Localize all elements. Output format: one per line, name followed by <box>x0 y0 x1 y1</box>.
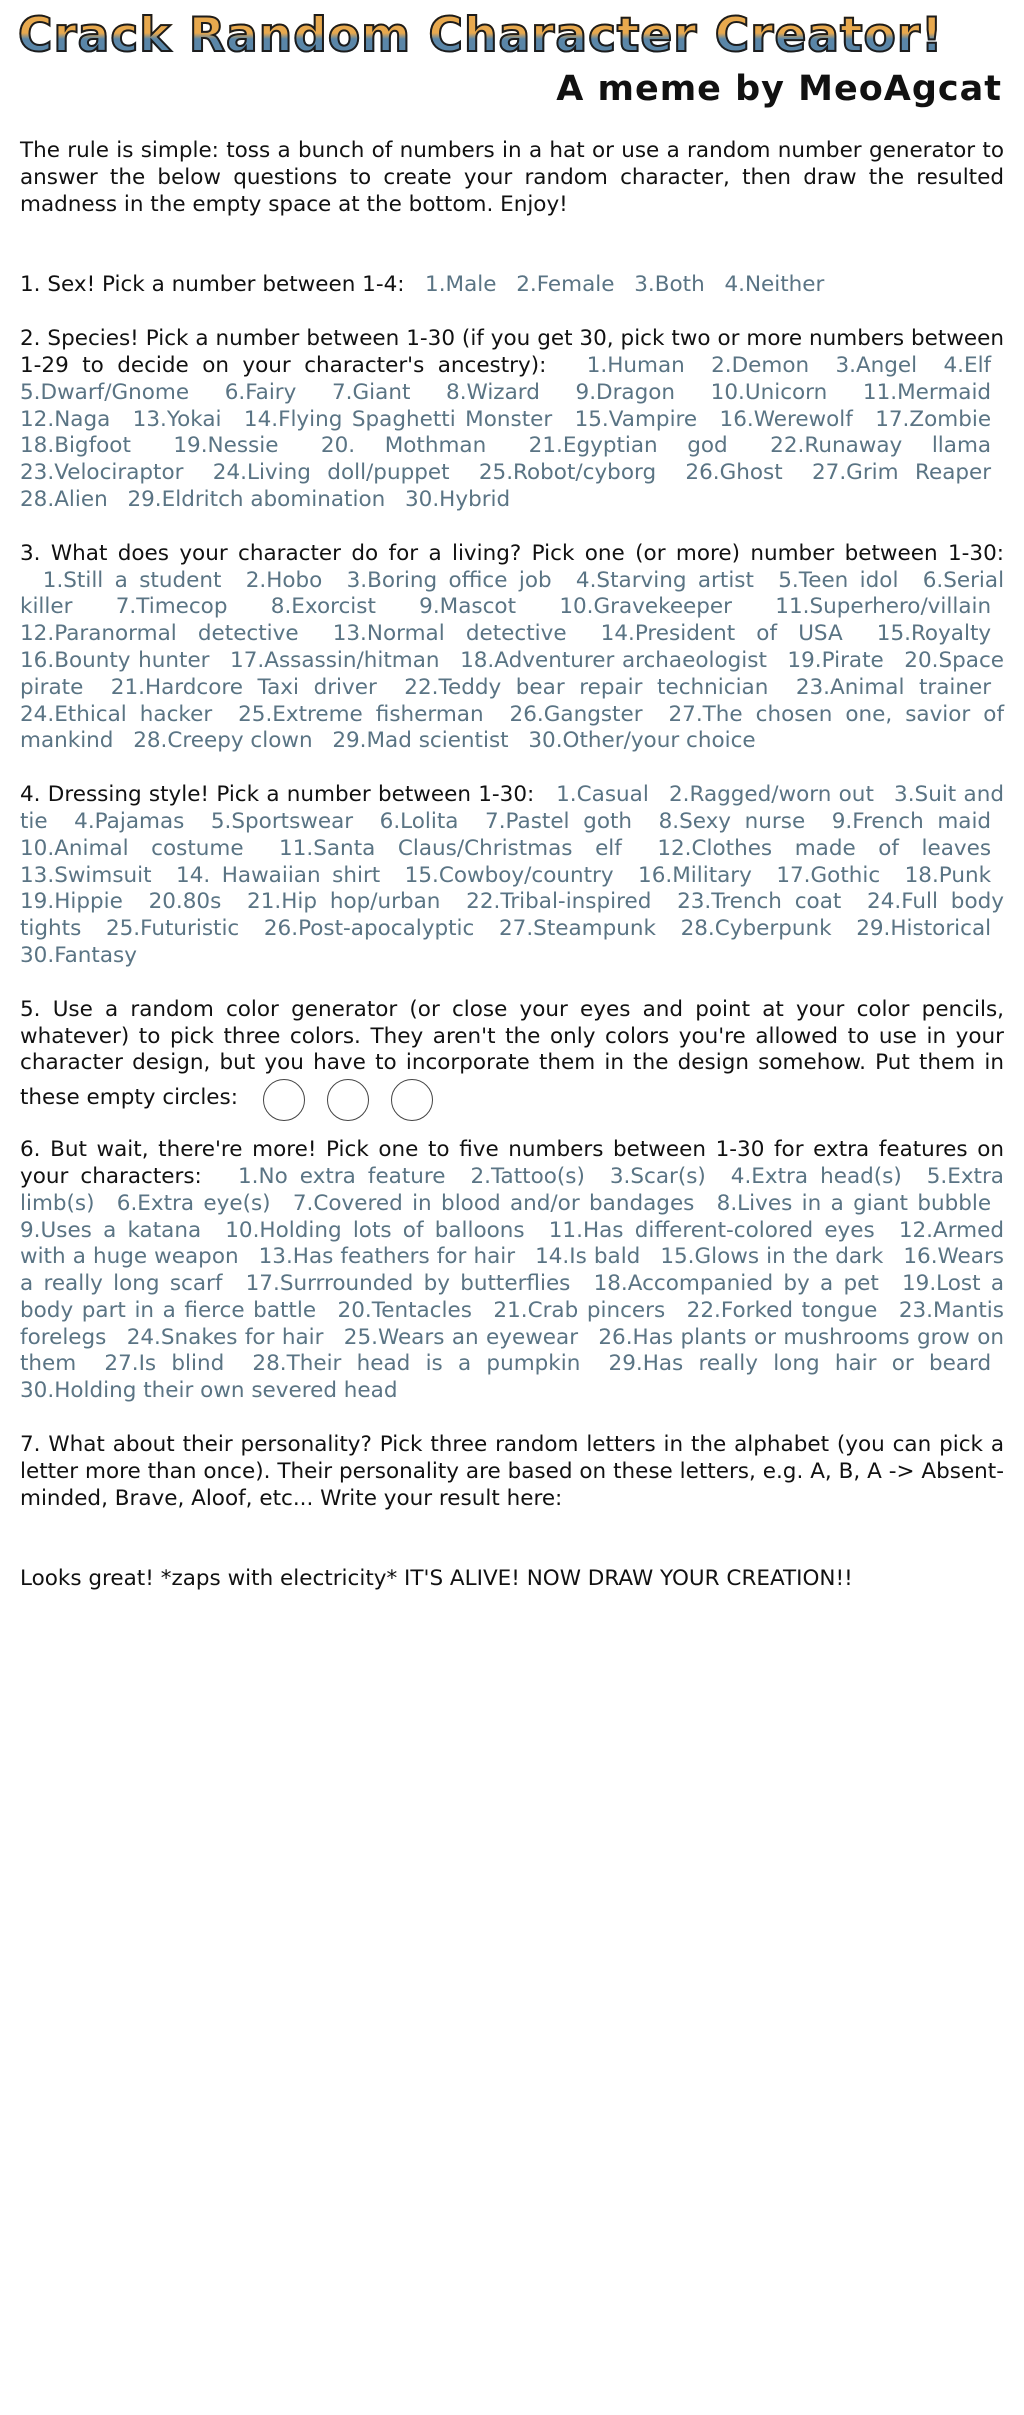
option-item: 22.Forked tongue <box>686 1297 878 1323</box>
option-item: 3.Boring office job <box>346 567 552 593</box>
option-item: 29.Eldritch abomination <box>127 486 386 512</box>
intro-text: The rule is simple: toss a bunch of numbers in a hat or use a random number generator to answer the below questions to create your random character, then draw the resulted madness in the empty space at the bottom. Enjoy! <box>20 138 1004 217</box>
question-6-text: 6. But wait, there're more! Pick one to five numbers between 1-30 for extra features on your characters: <box>20 1137 1004 1189</box>
option-item: 27.Steampunk <box>498 916 656 942</box>
option-item: 8.Wizard <box>446 379 540 405</box>
option-item: 19.Lost a body part in a fierce battle <box>20 1271 1004 1323</box>
option-item: 2.Demon <box>711 352 810 378</box>
question-1-options <box>411 272 824 297</box>
question-2-text: 2. Species! Pick a number between 1-30 (if you get 30, pick two or more numbers between 1-29 to decide on your character's ancestry): <box>20 326 1004 378</box>
question-7-text: 7. What about their personality? Pick three random letters in the alphabet (you can pick a letter more than once). Their personality are based on these letters, e.g. A, B, A -> Absent-minded, Brave, Aloof, etc... Write your result here: <box>20 1432 1004 1511</box>
option-item: 15.Glows in the dark <box>660 1244 884 1270</box>
option-item: 12.Naga <box>20 406 111 432</box>
option-item: 3.Scar(s) <box>609 1163 706 1189</box>
option-item: 20.Tentacles <box>337 1297 472 1323</box>
option-item: 10.Gravekeeper <box>559 594 732 620</box>
option-item: 5.Sportswear <box>210 808 354 834</box>
color-circle-2[interactable] <box>327 1079 369 1121</box>
option-item: 15.Cowboy/country <box>404 862 614 888</box>
option-item: 4.Pajamas <box>74 808 185 834</box>
option-item: 28.Their head is a pumpkin <box>252 1351 581 1377</box>
author-byline: A meme by MeoAgcat <box>556 69 1002 109</box>
option-item: 9.Dragon <box>575 379 676 405</box>
option-item: 29.Mad scientist <box>332 728 509 754</box>
option-item: 12.Paranormal detective <box>20 621 299 647</box>
option-item: 21.Crab pincers <box>493 1297 666 1323</box>
option-item: 29.Historical <box>856 916 992 942</box>
option-item: 23.Trench coat <box>677 889 842 915</box>
option-item: 12.Armed with a huge weapon <box>20 1217 1004 1270</box>
option-item: 10.Animal costume <box>20 835 244 861</box>
option-item: 24.Living doll/puppet <box>212 460 450 486</box>
option-item: 17.Surrrounded by butterflies <box>245 1271 571 1297</box>
option-item: 4.Starving artist <box>575 567 754 593</box>
option-item: 1.Still a student <box>42 567 222 593</box>
option-item: 8.Sexy nurse <box>658 808 806 834</box>
option-item: 7.Timecop <box>115 594 228 620</box>
color-circles <box>263 1079 433 1121</box>
option-item: 25.Futuristic <box>105 916 240 942</box>
option-item: 19.Hippie <box>20 889 123 915</box>
option-item: 30.Other/your choice <box>528 728 756 754</box>
option-item: 25.Robot/cyborg <box>478 460 657 486</box>
option-item: 13.Swimsuit <box>20 862 152 888</box>
color-circle-1[interactable] <box>263 1079 305 1121</box>
option-item: 22.Tribal-inspired <box>466 889 652 915</box>
option-item: 7.Covered in blood and/or bandages <box>292 1190 695 1216</box>
option-item: 30.Hybrid <box>404 486 511 512</box>
option-item: 17.Assassin/hitman <box>230 647 440 673</box>
option-item: 8.Exorcist <box>270 594 376 620</box>
option-item: 21.Hip hop/urban <box>247 889 441 915</box>
option-item: 14.President of USA <box>600 621 843 647</box>
option-item: 25.Wears an eyewear <box>343 1324 579 1350</box>
option-item: 4.Neither <box>724 272 825 298</box>
option-item: 3.Suit and tie <box>20 782 1004 834</box>
option-item: 1.No extra feature <box>238 1163 446 1189</box>
option-item: 17.Gothic <box>776 862 881 888</box>
option-item: 20.80s <box>148 889 222 915</box>
option-item: 11.Has different-colored eyes <box>548 1217 875 1243</box>
option-item: 3.Angel <box>835 352 918 378</box>
option-item: 9.French maid <box>831 808 992 834</box>
option-item: 19.Nessie <box>173 433 279 459</box>
option-item: 2.Female <box>516 272 615 298</box>
option-item: 26.Post-apocalyptic <box>263 916 475 942</box>
question-2 <box>20 326 1004 514</box>
option-item: 1.Casual <box>556 782 649 808</box>
option-item: 18.Bigfoot <box>20 433 131 459</box>
option-item: 27.The chosen one, savior of mankind <box>20 701 1005 754</box>
option-item: 1.Human <box>586 352 685 378</box>
option-item: 15.Vampire <box>574 406 698 432</box>
option-item: 22.Teddy bear repair technician <box>404 674 769 700</box>
color-circle-3[interactable] <box>391 1079 433 1121</box>
option-item: 23.Mantis forelegs <box>20 1297 1004 1350</box>
option-item: 7.Giant <box>332 379 411 405</box>
option-item: 21.Hardcore Taxi driver <box>110 674 377 700</box>
option-item: 12.Clothes made of leaves <box>657 835 992 861</box>
option-item: 23.Animal trainer <box>795 674 992 700</box>
option-item: 2.Tattoo(s) <box>470 1163 585 1189</box>
question-4 <box>20 782 1004 970</box>
question-6 <box>20 1137 1004 1405</box>
option-item: 9.Mascot <box>419 594 517 620</box>
option-item: 16.Werewolf <box>719 406 853 432</box>
option-item: 8.Lives in a giant bubble <box>716 1190 992 1216</box>
option-item: 24.Full body tights <box>20 889 1004 942</box>
option-item: 16.Bounty hunter <box>20 647 210 673</box>
option-item: 27.Grim Reaper <box>811 460 992 486</box>
option-item: 29.Has really long hair or beard <box>608 1351 992 1377</box>
option-item: 4.Elf <box>943 352 992 378</box>
closing-text: Looks great! *zaps with electricity* IT'S ALIVE! NOW DRAW YOUR CREATION!! <box>20 1566 853 1592</box>
option-item: 3.Both <box>634 272 705 298</box>
question-3 <box>20 541 1004 755</box>
option-item: 11.Santa Claus/Christmas elf <box>279 835 622 861</box>
option-item: 9.Uses a katana <box>20 1217 202 1243</box>
page-title: Crack Random Character Creator! <box>18 6 1008 66</box>
option-item: 13.Yokai <box>132 406 222 432</box>
option-item: 18.Accompanied by a pet <box>593 1271 879 1297</box>
option-item: 4.Extra head(s) <box>730 1163 902 1189</box>
option-item: 26.Ghost <box>685 460 783 486</box>
question-3-options <box>20 568 1004 754</box>
question-3-text: 3. What does your character do for a living? Pick one (or more) number between 1-30: <box>20 540 1004 566</box>
main-content <box>20 138 1004 1593</box>
option-item: 10.Holding lots of balloons <box>225 1217 525 1243</box>
question-6-options <box>20 1164 1004 1403</box>
option-item: 26.Gangster <box>509 701 643 727</box>
option-item: 7.Pastel goth <box>485 808 633 834</box>
option-item: 22.Runaway llama <box>770 433 992 459</box>
option-item: 6.Lolita <box>379 808 459 834</box>
option-item: 2.Hobo <box>245 567 323 593</box>
option-item: 20.Space pirate <box>20 647 1004 700</box>
option-item: 17.Zombie <box>875 406 992 432</box>
option-item: 26.Has plants or mushrooms grow on them <box>20 1324 1004 1377</box>
option-item: 28.Cyberpunk <box>680 916 832 942</box>
option-item: 18.Adventurer archaeologist <box>460 647 767 673</box>
question-5-text: 5. Use a random color generator (or close your eyes and point at your color pencils, whatever) to pick three colors. They aren't the only colors you're allowed to use in your character design, but you have to incorporate them in the design somehow. Put them in these empty circles: <box>20 996 1004 1111</box>
option-item: 30.Holding their own severed head <box>20 1378 398 1404</box>
option-item: 6.Extra eye(s) <box>116 1190 271 1216</box>
option-item: 18.Punk <box>904 862 992 888</box>
option-item: 5.Dwarf/Gnome <box>20 379 190 405</box>
question-4-text: 4. Dressing style! Pick a number between 1-30: <box>20 782 535 808</box>
option-item: 6.Serial killer <box>20 567 1005 620</box>
question-1-text: 1. Sex! Pick a number between 1-4: <box>20 272 405 298</box>
option-item: 11.Superhero/villain <box>775 594 992 620</box>
option-item: 11.Mermaid <box>862 379 992 405</box>
option-item: 1.Male <box>425 272 497 298</box>
option-item: 28.Alien <box>20 486 108 512</box>
question-5 <box>20 997 1004 1119</box>
option-item: 16.Military <box>638 862 752 888</box>
option-item: 24.Snakes for hair <box>126 1324 324 1350</box>
option-item: 28.Creepy clown <box>133 728 313 754</box>
option-item: 25.Extreme fisherman <box>238 701 484 727</box>
option-item: 13.Has feathers for hair <box>258 1244 516 1270</box>
option-item: 14. Hawaiian shirt <box>176 862 381 888</box>
option-item: 10.Unicorn <box>710 379 828 405</box>
option-item: 6.Fairy <box>224 379 297 405</box>
option-item: 19.Pirate <box>787 647 884 673</box>
option-item: 24.Ethical hacker <box>20 701 213 727</box>
option-item: 14.Flying Spaghetti Monster <box>243 406 553 432</box>
option-item: 14.Is bald <box>535 1244 641 1270</box>
option-item: 5.Extra limb(s) <box>20 1163 1004 1216</box>
question-1 <box>20 272 1004 299</box>
option-item: 16.Wears a really long scarf <box>20 1244 1004 1297</box>
option-item: 15.Royalty <box>876 621 992 647</box>
option-item: 21.Egyptian god <box>528 433 728 459</box>
option-item: 2.Ragged/worn out <box>668 782 874 808</box>
option-item: 30.Fantasy <box>20 942 137 968</box>
option-item: 23.Velociraptor <box>20 460 184 486</box>
question-4-options <box>20 782 1004 968</box>
option-item: 5.Teen idol <box>778 567 899 593</box>
option-item: 13.Normal detective <box>332 621 567 647</box>
question-7 <box>20 1432 1004 1512</box>
option-item: 27.Is blind <box>104 1351 225 1377</box>
option-item: 20. Mothman <box>320 433 487 459</box>
